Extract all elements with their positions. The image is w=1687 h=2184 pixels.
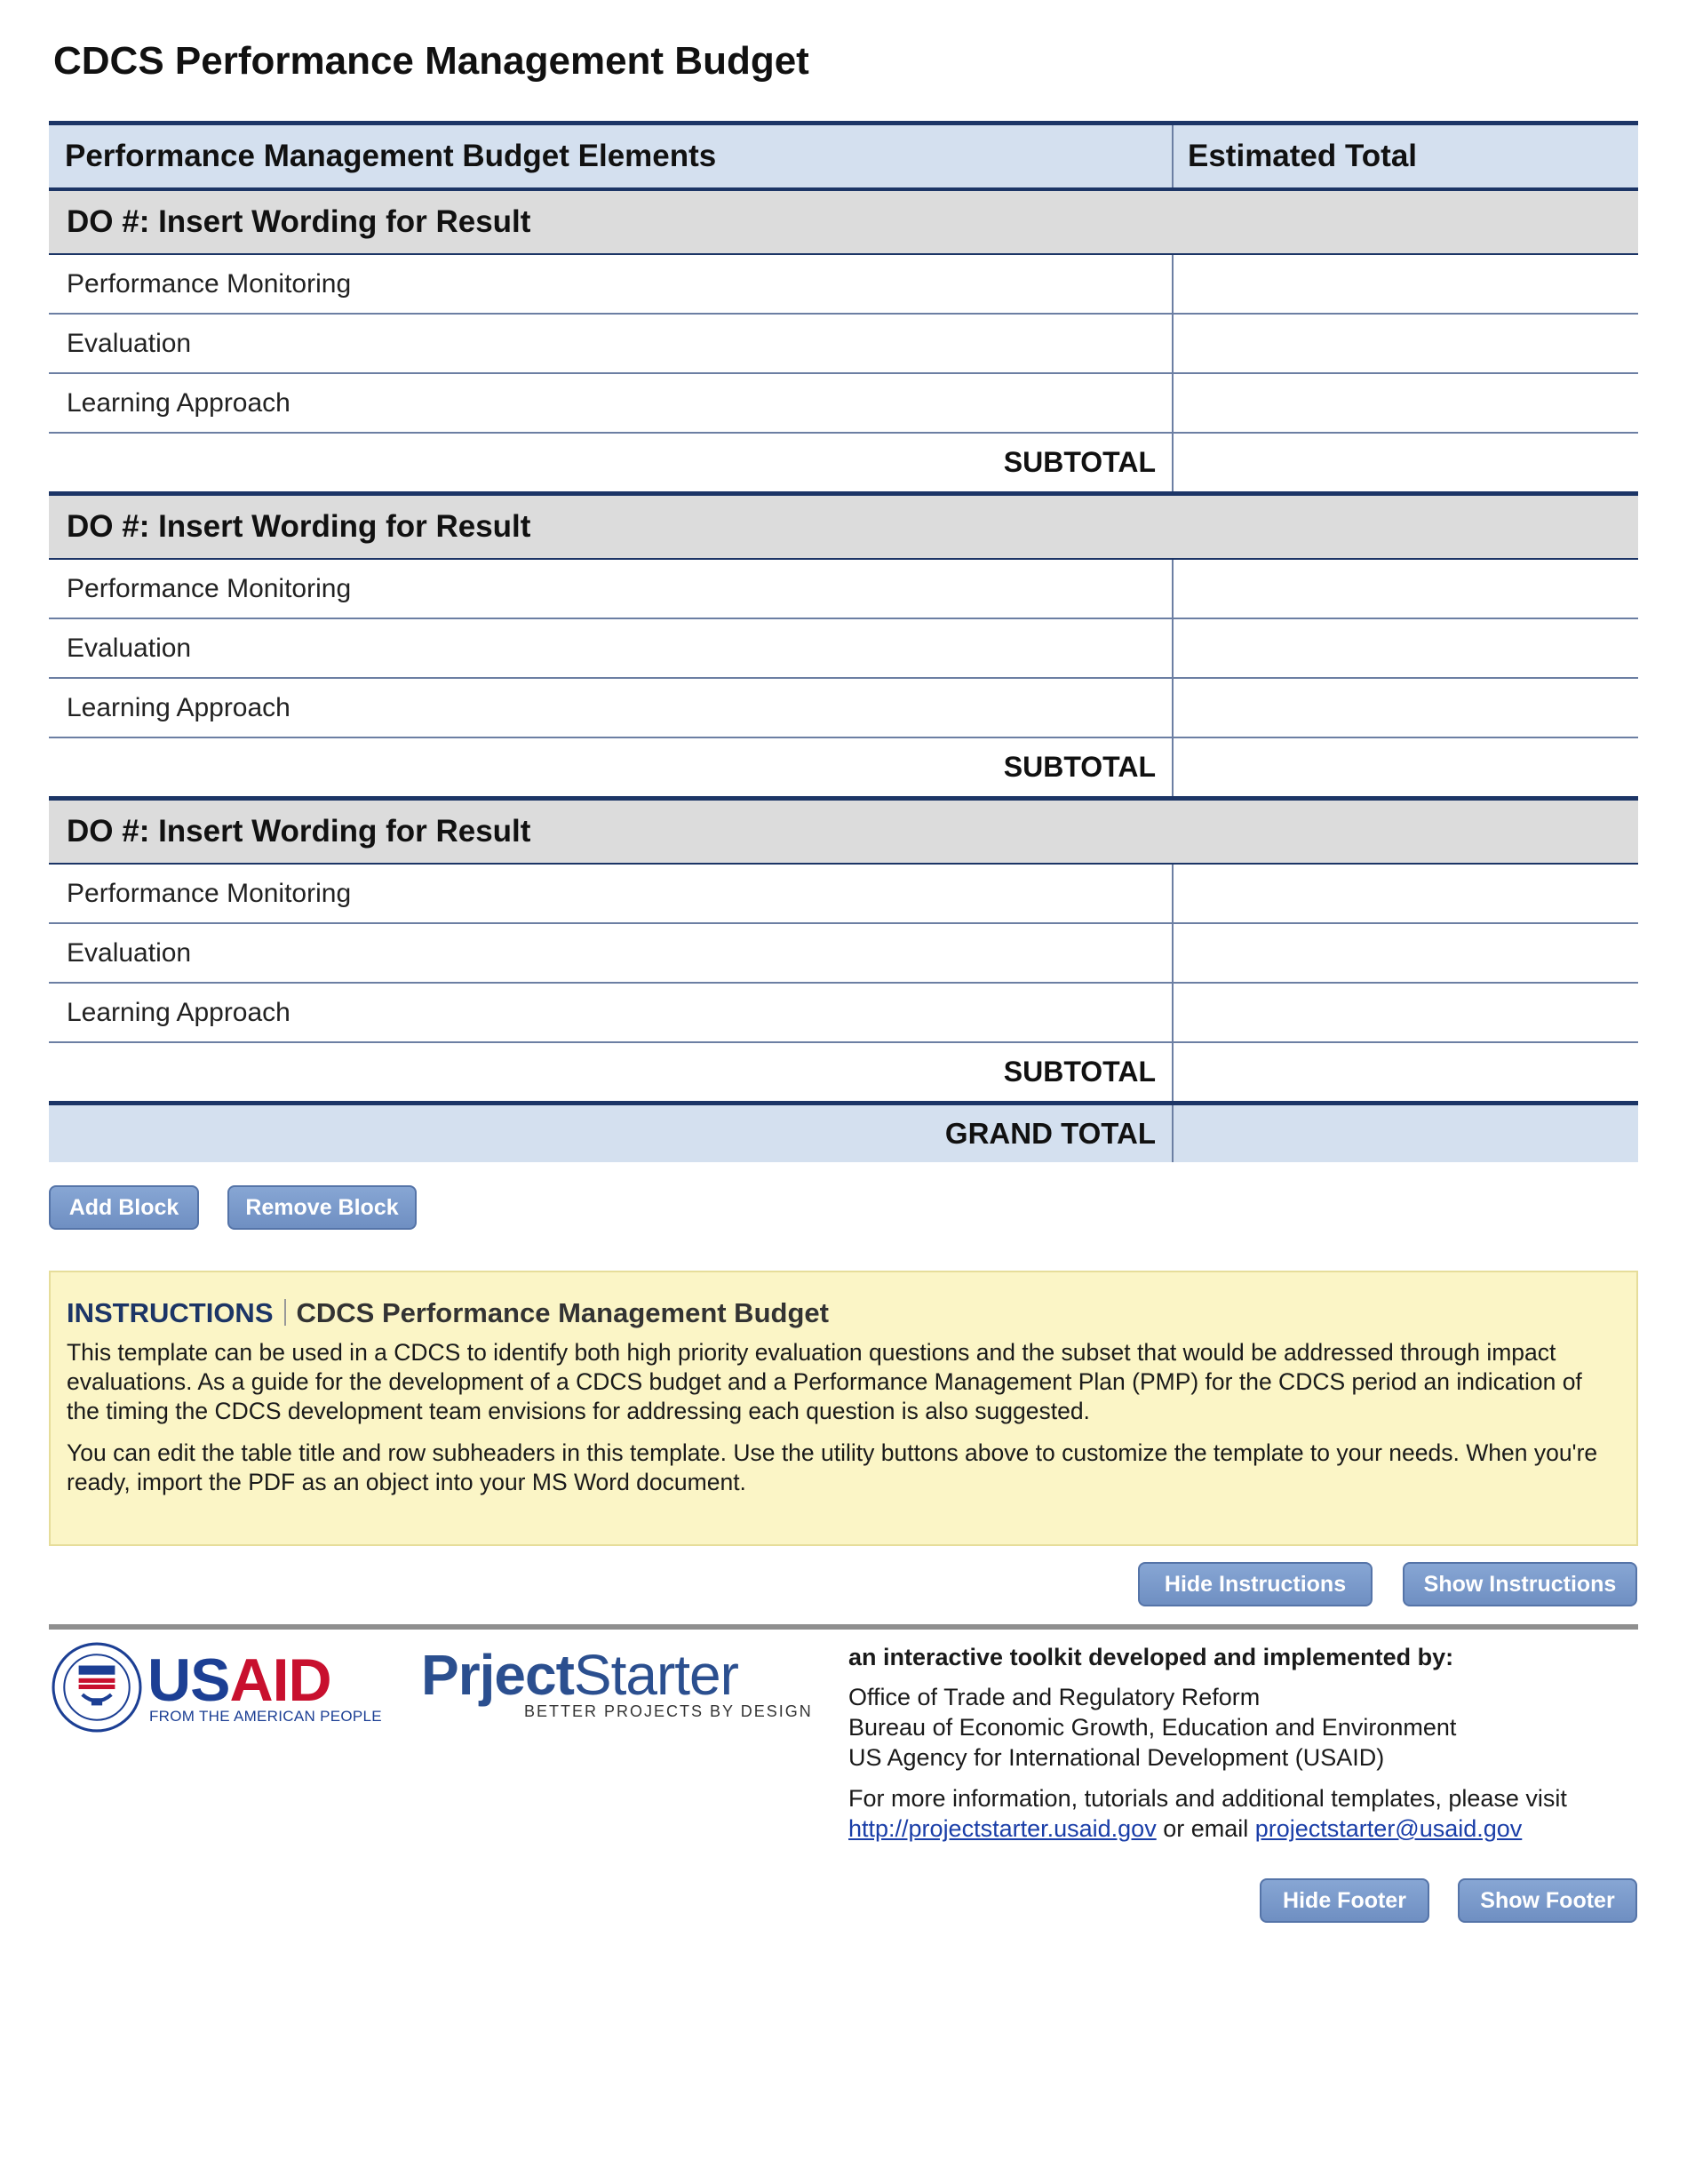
instructions-panel	[49, 1271, 1638, 1546]
projectstarter-tagline: BETTER PROJECTS BY DESIGN	[524, 1702, 813, 1720]
usaid-tagline: FROM THE AMERICAN PEOPLE	[149, 1708, 382, 1725]
estimated-total-cell[interactable]	[1173, 373, 1638, 433]
section-heading[interactable]: DO #: Insert Wording for Result	[49, 799, 1638, 865]
hide-instructions-button[interactable]: Hide Instructions	[1138, 1562, 1373, 1606]
instructions-paragraph: You can edit the table title and row subheaders in this template. Use the utility buttons above to customize the template to your needs. When you're ready, import the PDF as an object into your MS Word document.	[67, 1439, 1598, 1495]
estimated-total-cell[interactable]	[1173, 983, 1638, 1042]
projectstarter-logo: PrjectStarter	[421, 1643, 738, 1707]
table-row	[49, 314, 1638, 373]
grand-total-cell[interactable]	[1173, 1104, 1638, 1163]
section-heading[interactable]: DO #: Insert Wording for Result	[49, 189, 1638, 254]
grand-total-row	[49, 1104, 1638, 1163]
col-header-total: Estimated Total	[1173, 124, 1638, 190]
credits-lead: an interactive toolkit developed and implemented by:	[848, 1644, 1454, 1670]
footer-divider	[49, 1624, 1638, 1630]
estimated-total-cell[interactable]	[1173, 314, 1638, 373]
row-label: Learning Approach	[49, 373, 1173, 433]
subtotal-label: SUBTOTAL	[1003, 446, 1156, 478]
credits-org: Office of Trade and Regulatory Reform	[848, 1684, 1261, 1710]
show-instructions-button[interactable]: Show Instructions	[1403, 1562, 1637, 1606]
row-label: Evaluation	[49, 314, 1173, 373]
grand-total-label: GRAND TOTAL	[49, 1104, 1173, 1163]
table-header-row	[49, 124, 1638, 190]
table-row	[49, 678, 1638, 737]
table-row	[49, 923, 1638, 983]
remove-block-button[interactable]: Remove Block	[227, 1185, 417, 1230]
estimated-total-cell[interactable]	[1173, 678, 1638, 737]
subtotal-row	[49, 1042, 1638, 1104]
section-heading-row	[49, 189, 1638, 254]
estimated-total-cell[interactable]	[1173, 618, 1638, 678]
credits-more-info: For more information, tutorials and additional templates, please visit http://projectstarter.usaid.gov or email projectstarter@usaid.gov	[848, 1785, 1567, 1842]
subtotal-label: SUBTOTAL	[1003, 1056, 1156, 1088]
show-footer-button[interactable]: Show Footer	[1458, 1878, 1637, 1923]
table-row	[49, 254, 1638, 314]
footer-credits	[848, 1644, 1648, 1844]
section-heading-row	[49, 494, 1638, 560]
budget-table	[49, 121, 1638, 1162]
row-label: Learning Approach	[49, 678, 1173, 737]
section-heading-row	[49, 799, 1638, 865]
hide-footer-button[interactable]: Hide Footer	[1260, 1878, 1429, 1923]
row-label: Evaluation	[49, 923, 1173, 983]
add-block-button[interactable]: Add Block	[49, 1185, 199, 1230]
row-label: Performance Monitoring	[49, 254, 1173, 314]
subtotal-cell[interactable]	[1173, 433, 1638, 494]
row-label: Evaluation	[49, 618, 1173, 678]
subtotal-cell[interactable]	[1173, 737, 1638, 799]
instructions-heading	[67, 1297, 1620, 1329]
section-heading[interactable]: DO #: Insert Wording for Result	[49, 494, 1638, 560]
instructions-paragraph: This template can be used in a CDCS to identify both high priority evaluation questions and the subset that would be addressed through impact evaluations. As a guide for the development of a CDCS budget and a Performance Management Plan (PMP) for the CDCS period an indication of the timing the CDCS development team envisions for addressing each question is also suggested.	[67, 1339, 1582, 1424]
estimated-total-cell[interactable]	[1173, 559, 1638, 618]
estimated-total-cell[interactable]	[1173, 864, 1638, 923]
email-link[interactable]: projectstarter@usaid.gov	[1254, 1815, 1523, 1842]
subtotal-label: SUBTOTAL	[1003, 751, 1156, 783]
subtotal-cell[interactable]	[1173, 1042, 1638, 1104]
table-row	[49, 373, 1638, 433]
estimated-total-cell[interactable]	[1173, 254, 1638, 314]
table-row	[49, 618, 1638, 678]
estimated-total-cell[interactable]	[1173, 923, 1638, 983]
subtotal-row	[49, 433, 1638, 494]
subtotal-row	[49, 737, 1638, 799]
row-label: Performance Monitoring	[49, 864, 1173, 923]
table-row	[49, 864, 1638, 923]
usaid-seal-icon	[52, 1642, 142, 1733]
row-label: Learning Approach	[49, 983, 1173, 1042]
heading-divider	[284, 1299, 286, 1326]
instructions-title: CDCS Performance Management Budget	[296, 1297, 829, 1328]
credits-org: US Agency for International Development (USAID)	[848, 1744, 1385, 1771]
instructions-keyword: INSTRUCTIONS	[67, 1297, 274, 1328]
row-label: Performance Monitoring	[49, 559, 1173, 618]
page-title: CDCS Performance Management Budget	[53, 39, 809, 83]
usaid-logo: USAID	[147, 1646, 331, 1714]
table-row	[49, 559, 1638, 618]
table-row	[49, 983, 1638, 1042]
col-header-elements: Performance Management Budget Elements	[49, 124, 1173, 190]
credits-org: Bureau of Economic Growth, Education and Environment	[848, 1714, 1457, 1741]
website-link[interactable]: http://projectstarter.usaid.gov	[848, 1815, 1157, 1842]
